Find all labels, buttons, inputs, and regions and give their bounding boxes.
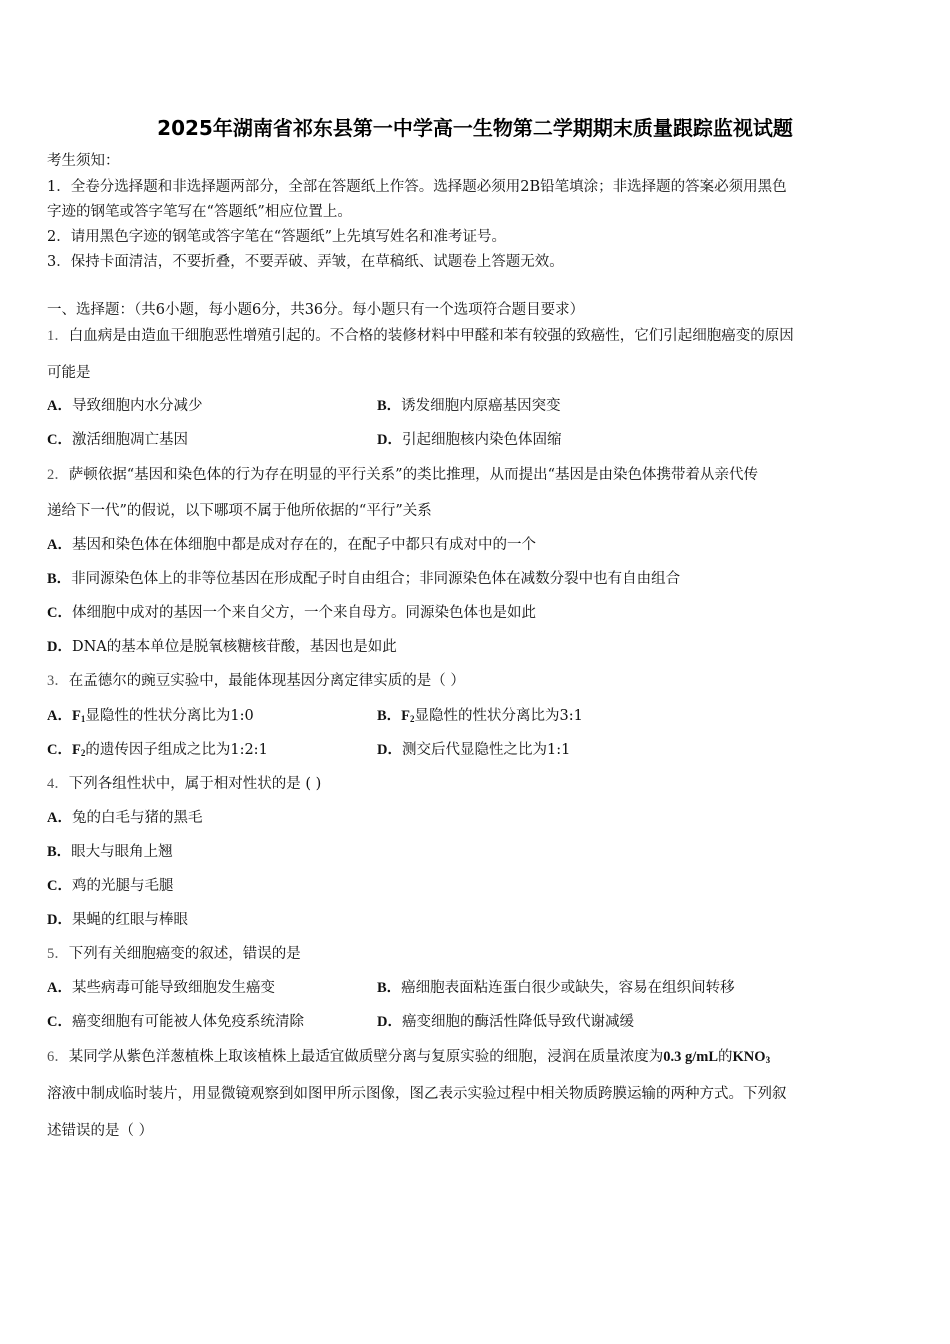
question-text: 下列各组性状中，属于相对性状的是 ( ) xyxy=(68,776,322,792)
question-number: 5． xyxy=(47,946,69,962)
q2-option-a: A．基因和染色体在体细胞中都是成对存在的，在配子中都只有成对中的一个 xyxy=(47,537,536,553)
q1-option-a: A．导致细胞内水分减少 xyxy=(47,398,203,414)
notice-item-3: 3．保持卡面清洁，不要折叠，不要弄破、弄皱，在草稿纸、试题卷上答题无效。 xyxy=(47,254,564,270)
question-text: 萨顿依据“基因和染色体的行为存在明显的平行关系”的类比推理，从而提出“基因是由染色体携带着从亲代传 xyxy=(68,467,758,483)
q3-option-b: B．$F_2$显隐性的性状分离比为3:1 xyxy=(377,708,583,724)
question-number: 3． xyxy=(47,673,69,689)
q5-option-b: B．癌细胞表面粘连蛋白很少或缺失，容易在组织间转移 xyxy=(377,980,735,996)
section-heading: 一、选择题：（共6小题，每小题6分，共36分。每小题只有一个选项符合题目要求） xyxy=(47,302,585,318)
question-number: 2． xyxy=(47,467,69,483)
question-6-cont: 溶液中制成临时装片，用显微镜观察到如图甲所示图像，图乙表示实验过程中相关物质跨膜运输的两种方式。下列叙 xyxy=(47,1086,787,1102)
q4-option-b: B．眼大与眼角上翘 xyxy=(47,844,173,860)
question-4 xyxy=(47,774,321,794)
question-text: 白血病是由造血干细胞恶性增殖引起的。不合格的装修材料中甲醛和苯有较强的致癌性，它们引起细胞癌变的原因 xyxy=(68,328,794,344)
notice-item-1: 1．全卷分选择题和非选择题两部分，全部在答题纸上作答。选择题必须用2B铅笔填涂；非选择题的答案必须用黑色 xyxy=(47,179,787,195)
question-number: 1． xyxy=(47,328,69,344)
question-text: 在孟德尔的豌豆实验中，最能体现基因分离定律实质的是（ ） xyxy=(68,673,465,689)
q2-option-b: B．非同源染色体上的非等位基因在形成配子时自由组合；非同源染色体在减数分裂中也有自由组合 xyxy=(47,571,681,587)
question-6: 6．某同学从紫色洋葱植株上取该植株上最适宜做质壁分离与复原实验的细胞，浸润在质量浓度为0.3 g/mL的$KNO_3$ xyxy=(47,1049,771,1065)
question-2-cont: 递给下一代”的假说，以下哪项不属于他所依据的“平行”关系 xyxy=(47,503,432,519)
question-1 xyxy=(47,326,794,346)
q4-option-c: C．鸡的光腿与毛腿 xyxy=(47,878,174,894)
question-3 xyxy=(47,671,465,691)
q3-option-a: A．$F_1$显隐性的性状分离比为1:0 xyxy=(47,708,254,724)
q5-option-a: A．某些病毒可能导致细胞发生癌变 xyxy=(47,980,275,996)
q2-option-d: D．DNA的基本单位是脱氧核糖核苷酸，基因也是如此 xyxy=(47,639,397,655)
q2-option-c: C．体细胞中成对的基因一个来自父方，一个来自母方。同源染色体也是如此 xyxy=(47,605,536,621)
notice-item-2: 2．请用黑色字迹的钢笔或答字笔在“答题纸”上先填写姓名和准考证号。 xyxy=(47,229,507,245)
question-2 xyxy=(47,465,758,485)
q4-option-a: A．兔的白毛与猪的黑毛 xyxy=(47,810,203,826)
question-text: 下列有关细胞癌变的叙述，错误的是 xyxy=(68,946,301,962)
q1-option-d: D．引起细胞核内染色体固缩 xyxy=(377,432,562,448)
question-5 xyxy=(47,944,301,964)
q4-option-d: D．果蝇的红眼与棒眼 xyxy=(47,912,188,928)
question-number: 4． xyxy=(47,776,69,792)
question-1-cont: 可能是 xyxy=(47,365,91,381)
q5-option-c: C．癌变细胞有可能被人体免疫系统清除 xyxy=(47,1014,304,1030)
page-title: 2025年湖南省祁东县第一中学高一生物第二学期期末质量跟踪监视试题 xyxy=(157,116,793,140)
question-6-cont-2: 述错误的是（ ） xyxy=(47,1123,154,1139)
q1-option-c: C．激活细胞凋亡基因 xyxy=(47,432,188,448)
question-number: 6． xyxy=(47,1049,69,1065)
q3-option-c: C．$F_2$的遗传因子组成之比为1:2:1 xyxy=(47,742,268,758)
notice-heading: 考生须知： xyxy=(47,153,120,169)
q3-option-d: D．测交后代显隐性之比为1:1 xyxy=(377,742,571,758)
notice-item-1-cont: 字迹的钢笔或答字笔写在“答题纸”相应位置上。 xyxy=(47,204,352,220)
q1-option-b: B．诱发细胞内原癌基因突变 xyxy=(377,398,561,414)
q5-option-d: D．癌变细胞的酶活性降低导致代谢减缓 xyxy=(377,1014,634,1030)
